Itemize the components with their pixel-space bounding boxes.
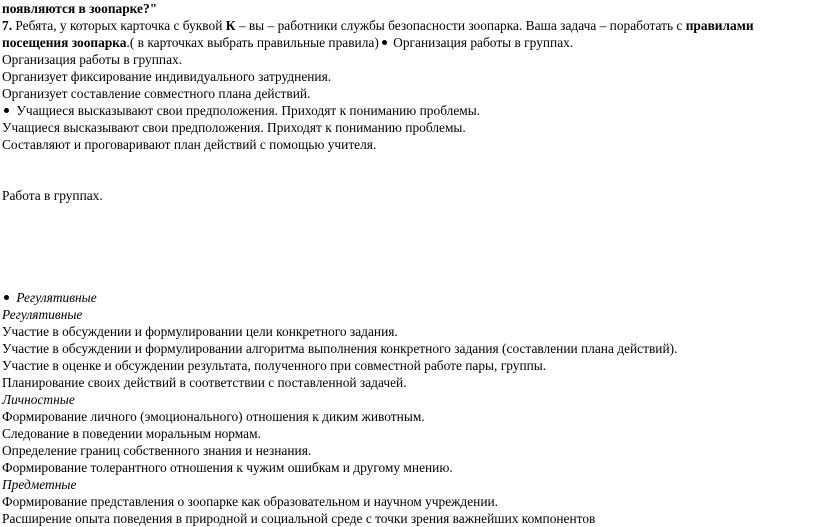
regulative-bulleted <box>2 289 814 306</box>
spacer <box>2 153 814 187</box>
regulative-item-1: Участие в обсуждении и формулировании цели конкретного задания. <box>2 324 398 339</box>
task-text-d: Организация работы в группах. <box>389 35 574 50</box>
regulative-item-3: Участие в оценке и обсуждении результата, полученного при совместной работе пары, группы. <box>2 358 547 373</box>
student-action-1: Учащиеся высказывают свои предположения. Приходят к пониманию проблемы. <box>2 120 466 135</box>
task-text-a: Ребята, у которых карточка с буквой <box>12 18 226 33</box>
subject-item-1: Формирование представления о зоопарке как образовательном и научном учреждении. <box>2 494 499 509</box>
section-subject: Предметные <box>2 477 77 492</box>
bullet-icon <box>382 40 387 45</box>
student-action-bulleted-text: Учащиеся высказывают свои предположения. Приходят к пониманию проблемы. <box>13 103 481 118</box>
task-text-c: .( в карточках выбрать правильные правила) <box>126 35 379 50</box>
subject-item-2: Расширение опыта поведения в природной и социальной среде с точки зрения важнейших компонентов <box>2 511 596 526</box>
work-form: Работа в группах. <box>2 188 103 203</box>
task-rules: правилами посещения зоопарка <box>2 18 754 50</box>
student-action-bulleted <box>2 102 814 119</box>
personal-item-1: Формирование личного (эмоционального) отношения к диким животным. <box>2 409 425 424</box>
teacher-action-2: Организует фиксирование индивидуального затруднения. <box>2 69 332 84</box>
section-personal: Личностные <box>2 392 75 407</box>
spacer <box>2 204 814 289</box>
teacher-action-3: Организует составление совместного плана действий. <box>2 86 311 101</box>
regulative-item-4: Планирование своих действий в соответствии с поставленной задачей. <box>2 375 407 390</box>
regulative-item-2: Участие в обсуждении и формулировании алгоритма выполнения конкретного задания (составлении плана действий). <box>2 341 678 356</box>
personal-item-3: Определение границ собственного знания и незнания. <box>2 443 312 458</box>
bullet-icon <box>4 108 9 113</box>
regulative-bulleted-text: Регулятивные <box>13 290 97 305</box>
question-tail: появляются в зоопарке?" <box>2 1 158 16</box>
teacher-action-1: Организация работы в группах. <box>2 52 183 67</box>
document-page <box>2 0 814 527</box>
task-number: 7. <box>2 18 13 33</box>
personal-item-4: Формирование толерантного отношения к чужим ошибкам и другому мнению. <box>2 460 453 475</box>
student-action-2: Составляют и проговаривают план действий с помощью учителя. <box>2 137 377 152</box>
section-regulative: Регулятивные <box>2 307 83 322</box>
task-7-paragraph <box>2 17 814 51</box>
task-text-b: – вы – работники службы безопасности зоопарка. Ваша задача – поработать с <box>235 18 686 33</box>
bullet-icon <box>4 295 9 300</box>
task-letter: К <box>225 18 236 33</box>
personal-item-2: Следование в поведении моральным нормам. <box>2 426 261 441</box>
